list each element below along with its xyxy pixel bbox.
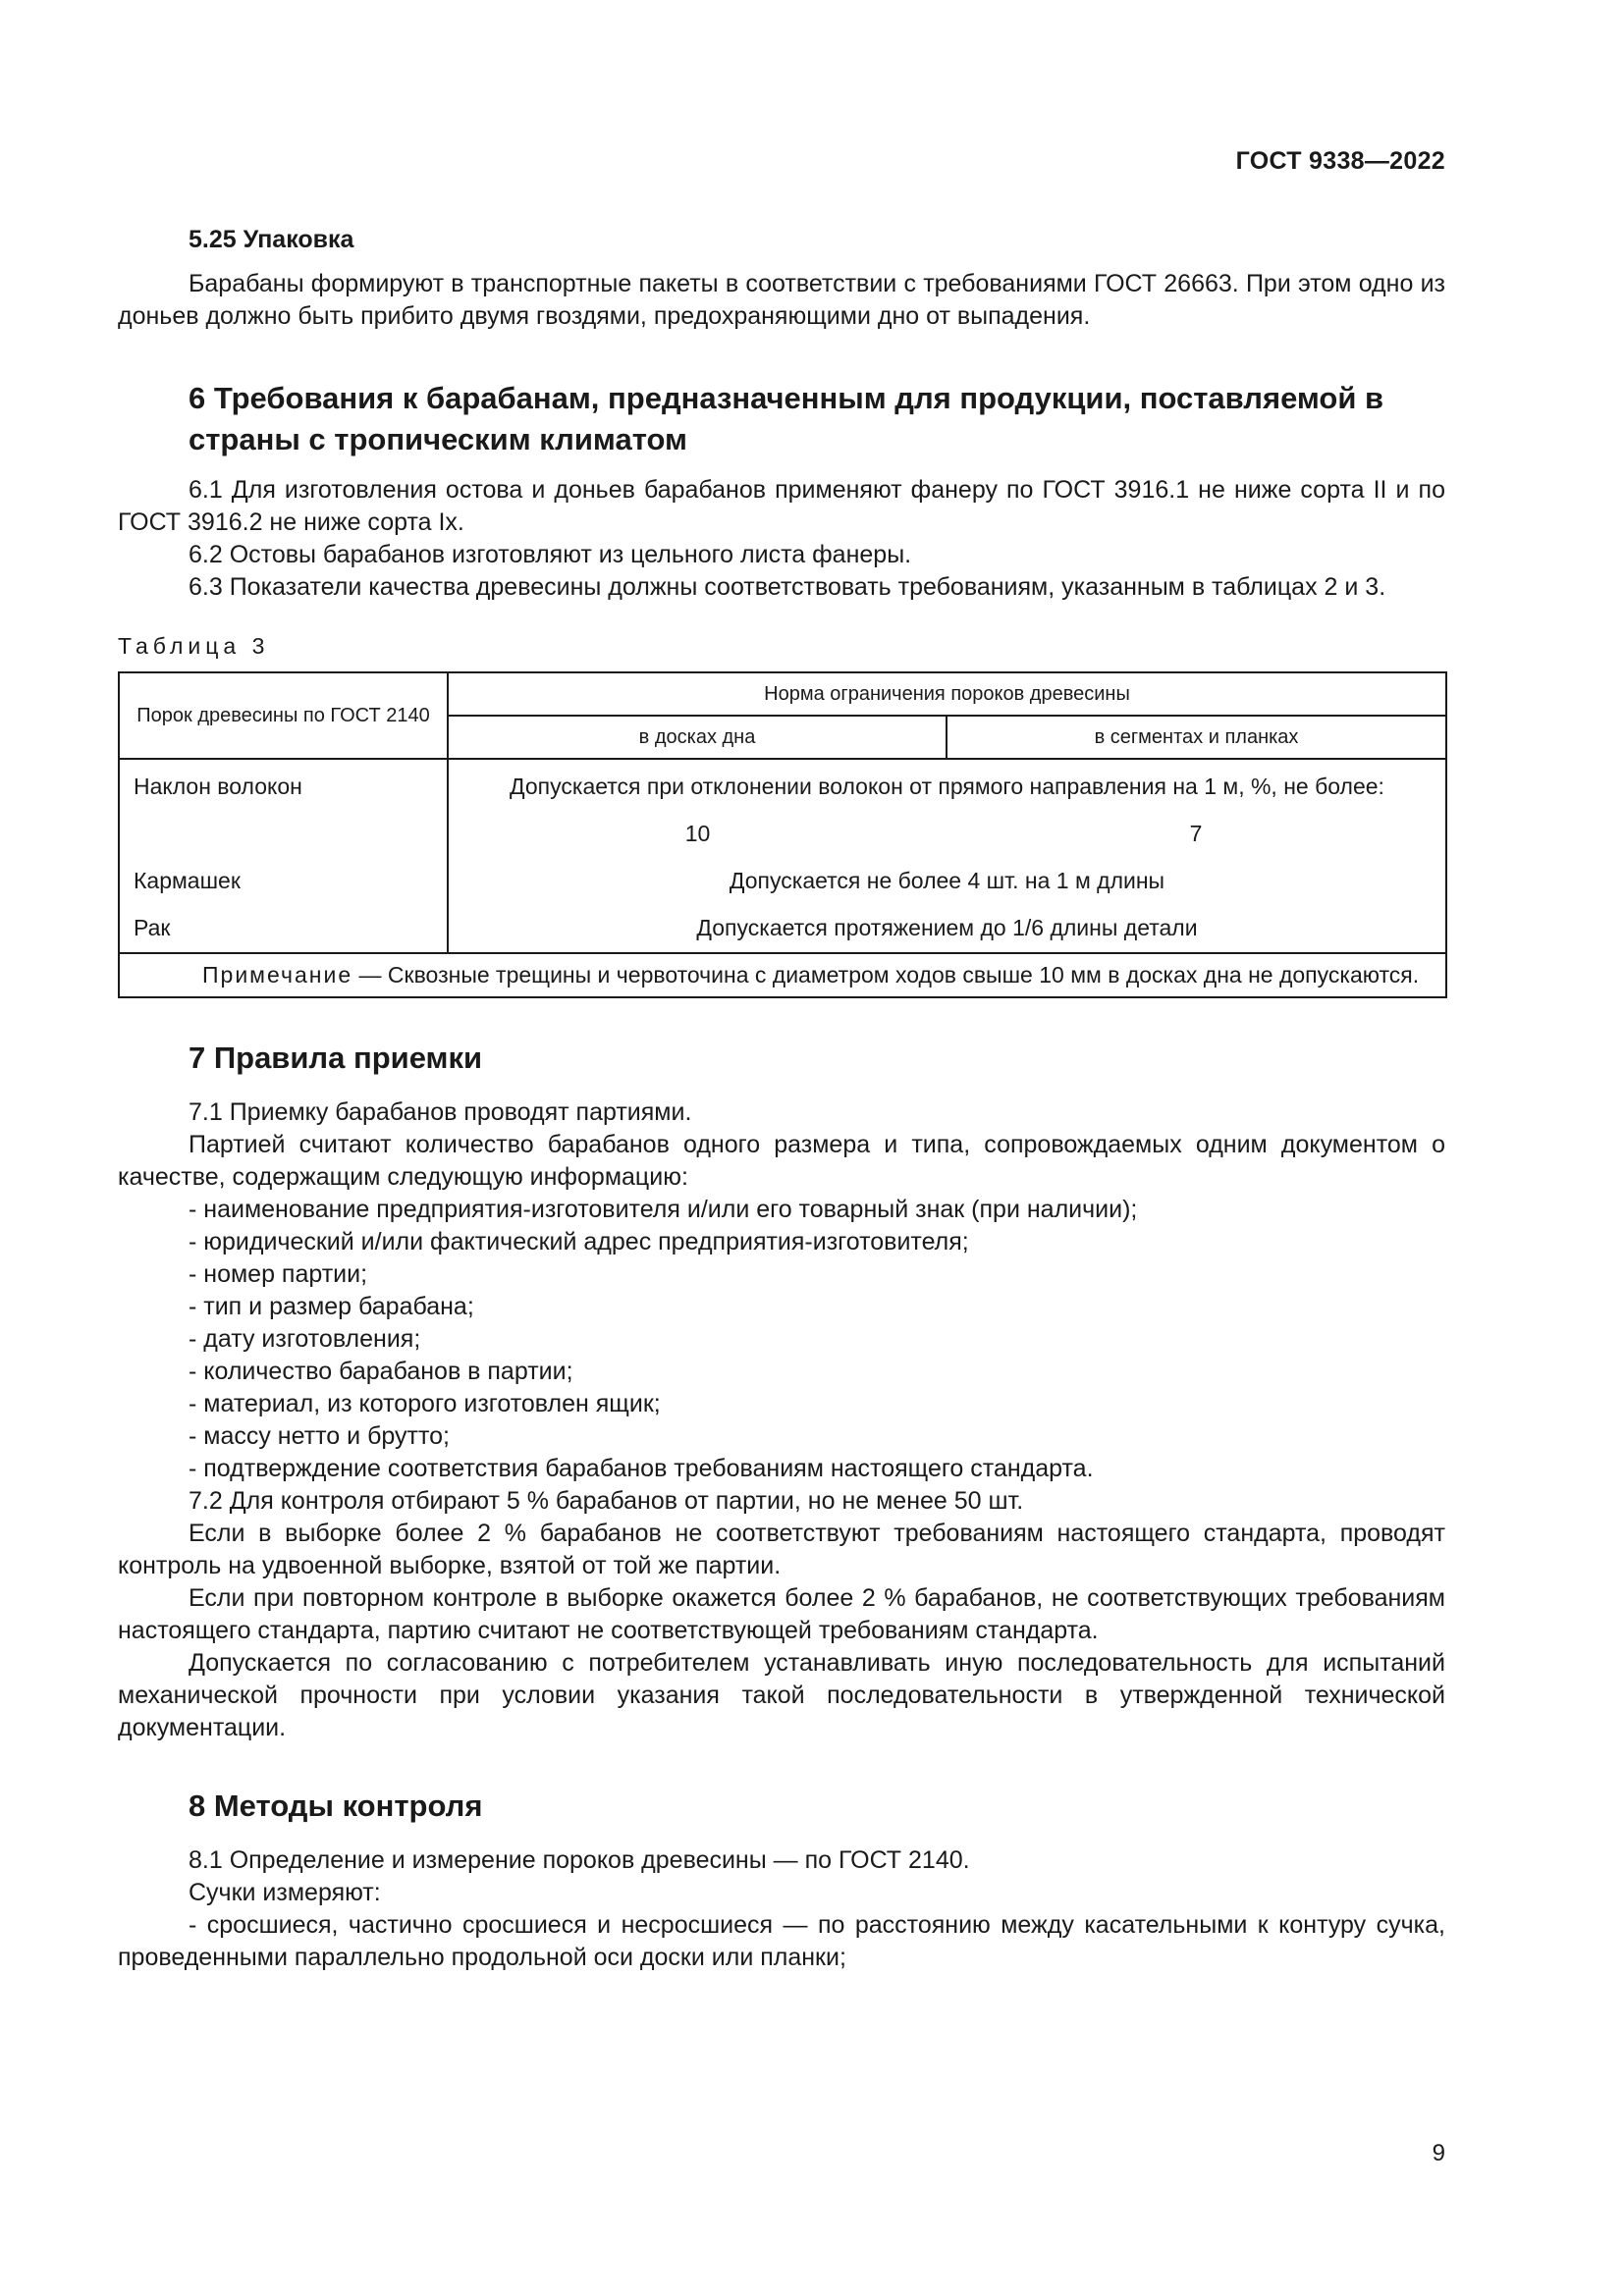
paragraph-6-3: 6.3 Показатели качества древесины должны соответствовать требованиям, указанным в таблицах 2 и 3. bbox=[189, 573, 1386, 601]
list-item: - материал, из которого изготовлен ящик; bbox=[189, 1390, 661, 1417]
paragraph-7-2-sequence: Допускается по согласованию с потребителем устанавливать иную последовательность для испытаний механической прочности при условии указания такой последовательности в утвержденной технической документации. bbox=[118, 1649, 1445, 1741]
table-3-label: Таблица 3 bbox=[118, 633, 270, 659]
paragraph-6-2: 6.2 Остовы барабанов изготовляют из цельного листа фанеры. bbox=[189, 541, 912, 568]
table-note bbox=[119, 953, 1446, 997]
table-cell-value-boards: 10 bbox=[684, 821, 711, 846]
section-7-heading: 7 Правила приемки bbox=[189, 1041, 483, 1075]
table-note-text: — Сквозные трещины и червоточина с диаметром ходов свыше 10 мм в досках дна не допускаются. bbox=[358, 962, 1420, 988]
paragraph-6-1: 6.1 Для изготовления остова и доньев барабанов применяют фанеру по ГОСТ 3916.1 не ниже сорта II и по ГОСТ 3916.2 не ниже сорта Ix. bbox=[118, 476, 1445, 536]
table-cell-defect bbox=[119, 810, 448, 857]
list-item: - наименование предприятия-изготовителя и/или его товарный знак (при наличии); bbox=[189, 1196, 1138, 1223]
table-cell-defect: Наклон волокон bbox=[119, 759, 448, 810]
list-item: - юридический и/или фактический адрес предприятия-изготовителя; bbox=[189, 1228, 969, 1255]
paragraph-7-2: 7.2 Для контроля отбирают 5 % барабанов от партии, но не менее 50 шт. bbox=[189, 1487, 1024, 1515]
table-cell-value-segments: 7 bbox=[947, 810, 1446, 857]
table-note-label: Примечание bbox=[202, 962, 353, 988]
table-cell-norm: Допускается протяжением до 1/6 длины детали bbox=[448, 904, 1446, 953]
table-row bbox=[119, 759, 1446, 810]
list-item: - номер партии; bbox=[189, 1260, 368, 1288]
paragraph-7-2-double-sample: Если в выборке более 2 % барабанов не соответствуют требованиям настоящего стандарта, проводят контроль на удвоенной выборке, взятой от той же партии. bbox=[118, 1520, 1445, 1579]
paragraph-8-1-knots: Сучки измеряют: bbox=[189, 1879, 381, 1906]
table-3 bbox=[118, 671, 1447, 998]
table-note-row bbox=[119, 953, 1446, 997]
table-cell-norm: Допускается не более 4 шт. на 1 м длины bbox=[448, 857, 1446, 904]
table-header-segments: в сегментах и планках bbox=[947, 716, 1446, 759]
document-page bbox=[118, 0, 1445, 2296]
list-item: - массу нетто и брутто; bbox=[189, 1422, 450, 1450]
section-8-heading: 8 Методы контроля bbox=[189, 1789, 483, 1823]
table-header-norm: Норма ограничения пороков древесины bbox=[448, 672, 1446, 716]
table-cell-defect: Рак bbox=[119, 904, 448, 953]
paragraph-7-1: 7.1 Приемку барабанов проводят партиями. bbox=[189, 1098, 692, 1126]
paragraph-8-1: 8.1 Определение и измерение пороков древесины — по ГОСТ 2140. bbox=[189, 1846, 970, 1874]
section-5-25-title: 5.25 Упаковка bbox=[189, 226, 354, 253]
paragraph-8-1-knots-method: - сросшиеся, частично сросшиеся и несросшиеся — по расстоянию между касательными к контуру сучка, проведенными параллельно продольной оси доски или планки; bbox=[118, 1911, 1445, 1971]
paragraph-7-1-batch: Партией считают количество барабанов одного размера и типа, сопровождаемых одним документом о качестве, содержащим следующую информацию: bbox=[118, 1131, 1445, 1191]
document-code: ГОСТ 9338—2022 bbox=[1235, 147, 1445, 175]
table-row bbox=[119, 857, 1446, 904]
paragraph-7-2-repeat-control: Если при повторном контроле в выборке окажется более 2 % барабанов, не соответствующих требованиям настоящего стандарта, партию считают не соответствующей требованиям стандарта. bbox=[118, 1584, 1445, 1644]
table-cell-norm: Допускается при отклонении волокон от прямого направления на 1 м, %, не более: bbox=[448, 759, 1446, 810]
table-cell-defect: Кармашек bbox=[119, 857, 448, 904]
list-item: - дату изготовления; bbox=[189, 1325, 421, 1353]
table-row bbox=[119, 810, 1446, 857]
table-row bbox=[119, 904, 1446, 953]
section-5-25-paragraph: Барабаны формируют в транспортные пакеты в соответствии с требованиями ГОСТ 26663. При этом одно из доньев должно быть прибито двумя гвоздями, предохраняющими дно от выпадения. bbox=[118, 270, 1445, 330]
list-item: - тип и размер барабана; bbox=[189, 1293, 474, 1320]
list-item: - количество барабанов в партии; bbox=[189, 1358, 573, 1385]
list-item: - подтверждение соответствия барабанов требованиям настоящего стандарта. bbox=[189, 1455, 1094, 1482]
table-header-bottom-boards: в досках дна bbox=[448, 716, 947, 759]
section-6-heading: 6 Требования к барабанам, предназначенным для продукции, поставляемой в страны с тропическим климатом bbox=[189, 381, 1384, 456]
page-number: 9 bbox=[1432, 2140, 1445, 2166]
document-body bbox=[118, 224, 1445, 1974]
table-header-defect: Порок древесины по ГОСТ 2140 bbox=[119, 672, 448, 759]
